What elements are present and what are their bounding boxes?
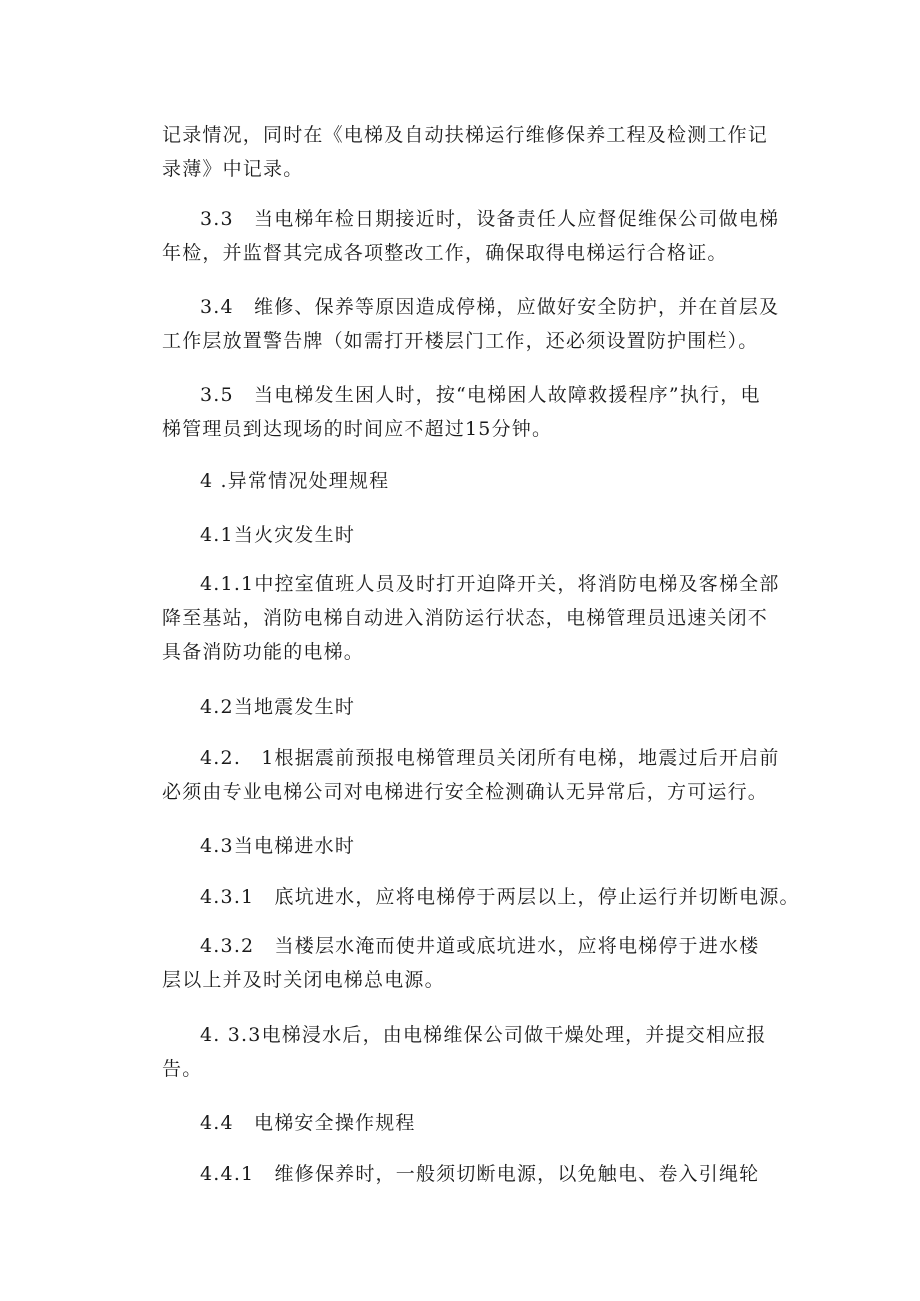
text-line: 4.3.1 底坑进水，应将电梯停于两层以上，停止运行并切断电源。 xyxy=(200,886,800,908)
text-line: 4.2当地震发生时 xyxy=(200,696,356,718)
text-line: 4 .异常情况处理规程 xyxy=(200,470,390,492)
text-line: 4.3当电梯进水时 xyxy=(200,835,356,857)
text-line: 录薄》中记录。 xyxy=(162,158,304,180)
paragraph-4-4-1 xyxy=(162,1157,762,1191)
text-line: 3.5 当电梯发生困人时，按“电梯困人故障救援程序”执行，电 xyxy=(200,384,761,406)
text-line: 4.4 电梯安全操作规程 xyxy=(200,1112,416,1134)
text-line: 3.3 当电梯年检日期接近时，设备责任人应督促维保公司做电梯 xyxy=(200,208,780,230)
text-line: 层以上并及时关闭电梯总电源。 xyxy=(162,969,445,991)
paragraph-3-5 xyxy=(162,378,762,446)
heading-4-4 xyxy=(162,1106,762,1140)
text-line: 4.1当火灾发生时 xyxy=(200,524,356,546)
text-line: 具备消防功能的电梯。 xyxy=(162,641,365,663)
text-line: 4.2. 1根据震前预报电梯管理员关闭所有电梯，地震过后开启前 xyxy=(200,747,780,769)
text-line: 年检，并监督其完成各项整改工作，确保取得电梯运行合格证。 xyxy=(162,242,728,264)
paragraph-3-4 xyxy=(162,290,780,358)
paragraph-4-3-3 xyxy=(162,1018,767,1086)
paragraph-4-3-2 xyxy=(162,929,762,997)
text-line: 3.4 维修、保养等原因造成停梯，应做好安全防护，并在首层及 xyxy=(200,296,780,318)
heading-4-3 xyxy=(162,829,762,863)
text-line: 记录情况，同时在《电梯及自动扶梯运行维修保养工程及检测工作记 xyxy=(162,124,769,146)
paragraph-3-3 xyxy=(162,202,780,270)
text-line: 4.1.1中控室值班人员及时打开迫降开关，将消防电梯及客梯全部 xyxy=(200,573,780,595)
text-line: 必须由专业电梯公司对电梯进行安全检测确认无异常后，方可运行。 xyxy=(162,781,769,803)
heading-4-2 xyxy=(162,690,762,724)
text-line: 梯管理员到达现场的时间应不超过15分钟。 xyxy=(162,418,553,440)
text-line: 降至基站，消防电梯自动进入消防运行状态，电梯管理员迅速关闭不 xyxy=(162,607,769,629)
paragraph-4-1-1 xyxy=(162,567,780,669)
paragraph-record-continuation xyxy=(162,118,769,186)
text-line: 4.3.2 当楼层水淹而使井道或底坑进水，应将电梯停于进水楼 xyxy=(200,935,760,957)
text-line: 告。 xyxy=(162,1058,203,1080)
text-line: 4.4.1 维修保养时，一般须切断电源，以免触电、卷入引绳轮 xyxy=(200,1163,760,1185)
paragraph-4-2-1 xyxy=(162,741,780,809)
text-line: 4. 3.3电梯浸水后，由电梯维保公司做干燥处理，并提交相应报 xyxy=(200,1024,767,1046)
paragraph-4-3-1 xyxy=(162,880,800,914)
text-line: 工作层放置警告牌（如需打开楼层门工作，还必须设置防护围栏）。 xyxy=(162,330,759,352)
heading-section-4 xyxy=(162,464,762,498)
heading-4-1 xyxy=(162,518,762,552)
